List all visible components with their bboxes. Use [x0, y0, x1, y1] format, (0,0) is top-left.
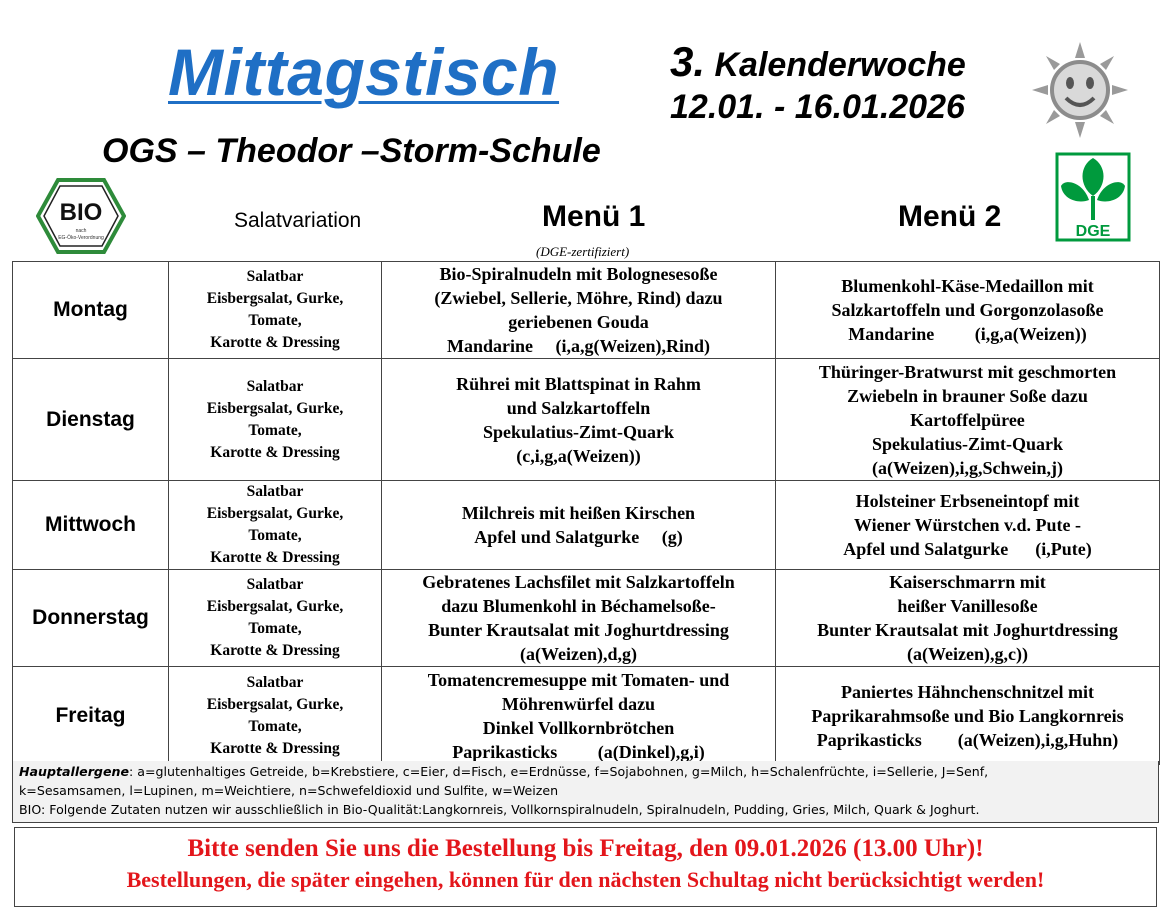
menu2-cell: [776, 481, 1160, 570]
day-name: Freitag: [13, 667, 169, 765]
menu2-cell: [776, 262, 1160, 359]
salat-line: Eisbergsalat, Gurke,: [206, 290, 344, 307]
salat-line: Salatbar: [246, 576, 304, 593]
day-name: Mittwoch: [13, 481, 169, 570]
allergen-label: Hauptallergene: [19, 764, 129, 779]
menu2-line: Kartoffelpüree: [910, 409, 1025, 430]
order-notice: [14, 827, 1157, 907]
menu2-line: Wiener Würstchen v.d. Pute -: [853, 515, 1081, 535]
calendar-week: [670, 38, 966, 86]
menu1-line: Apfel und Salatgurke (g): [474, 527, 683, 547]
menu2-cell: [776, 667, 1160, 765]
salat-line: Karotte & Dressing: [210, 443, 340, 461]
menu2-line: Paprikasticks (a(Weizen),i,g,Huhn): [816, 729, 1119, 750]
salat-line: Salatbar: [246, 377, 304, 395]
bio-seal-logo: [36, 176, 126, 256]
day-name: Donnerstag: [13, 570, 169, 667]
date-range: 12.01. - 16.01.2026: [670, 88, 965, 126]
menu1-line: Paprikasticks (a(Dinkel),g,i): [452, 741, 705, 762]
menu1-cell: [382, 481, 776, 570]
menu2-line: (a(Weizen),i,g,Schwein,j): [872, 457, 1063, 478]
day-name: Dienstag: [13, 359, 169, 481]
order-deadline-text: Bitte senden Sie uns die Bestellung bis Freitag, den 09.01.2026 (13.00 Uhr)!: [187, 835, 984, 862]
menu1-line: Milchreis mit heißen Kirschen: [461, 503, 696, 523]
salat-line: Eisbergsalat, Gurke,: [206, 695, 344, 713]
allergen-text-1: : a=glutenhaltiges Getreide, b=Krebstiere, c=Eier, d=Fisch, e=Erdnüsse, f=Sojabohnen, g=Milch, h=Schalenfrüchte, i=Sellerie, J=Senf,: [129, 764, 989, 779]
menu1-line: Mandarine (i,a,g(Weizen),Rind): [447, 336, 710, 356]
menu1-line: Bunter Krautsalat mit Joghurtdressing: [428, 620, 729, 640]
salat-line: Salatbar: [246, 268, 304, 285]
menu1-cell: [382, 667, 776, 765]
late-order-warning: Bestellungen, die später eingehen, können für den nächsten Schultag nicht berücksichtigt werden!: [126, 867, 1045, 892]
week-number: 3.: [670, 38, 706, 85]
menu2-line: Paprikarahmsoße und Bio Langkornreis: [811, 705, 1124, 726]
menu1-line: Spekulatius-Zimt-Quark: [482, 421, 675, 442]
salat-line: Tomate,: [248, 527, 302, 544]
salat-line: Karotte & Dressing: [210, 334, 340, 351]
salat-line: Eisbergsalat, Gurke,: [206, 505, 344, 522]
salat-line: Karotte & Dressing: [210, 642, 340, 659]
salat-cell: [169, 481, 382, 570]
svg-text:EG-Öko-Verordnung: EG-Öko-Verordnung: [58, 235, 104, 241]
salat-cell: [169, 359, 382, 481]
svg-text:DGE: DGE: [1075, 223, 1111, 240]
salat-line: Salatbar: [246, 483, 304, 500]
salat-column-heading: Salatvariation: [234, 209, 362, 232]
salat-line: Eisbergsalat, Gurke,: [206, 399, 344, 417]
menu-table: [12, 261, 1160, 765]
salat-cell: [169, 667, 382, 765]
salat-cell: [169, 570, 382, 667]
menu2-line: Zwiebeln in brauner Soße dazu: [847, 385, 1088, 406]
menu2-line: Blumenkohl-Käse-Medaillon mit: [841, 276, 1094, 296]
menu-row-freitag: [13, 667, 1160, 765]
salat-line: Tomate,: [248, 421, 302, 439]
svg-text:BIO: BIO: [59, 199, 103, 226]
menu1-line: Gebratenes Lachsfilet mit Salzkartoffeln: [422, 572, 735, 592]
menu1-column-heading: Menü 1: [542, 200, 646, 233]
menu1-line: (Zwiebel, Sellerie, Möhre, Rind) dazu: [434, 288, 723, 308]
menu1-line: Möhrenwürfel dazu: [501, 693, 656, 714]
salat-line: Eisbergsalat, Gurke,: [206, 598, 344, 615]
menu-row-dienstag: [13, 359, 1160, 481]
salat-line: Tomate,: [248, 312, 302, 329]
menu2-column-heading: Menü 2: [898, 200, 1002, 233]
menu2-line: Bunter Krautsalat mit Joghurtdressing: [817, 620, 1118, 640]
menu1-line: Bio-Spiralnudeln mit Bolognesesoße: [439, 264, 718, 284]
menu1-line: Tomatencremesuppe mit Tomaten- und: [427, 669, 730, 690]
sun-icon: [1030, 40, 1130, 140]
menu2-line: Salzkartoffeln und Gorgonzolasoße: [831, 300, 1104, 320]
day-name: Montag: [13, 262, 169, 359]
menu1-cell: [382, 359, 776, 481]
menu1-cell: [382, 262, 776, 359]
salat-cell: [169, 262, 382, 359]
menu1-line: Dinkel Vollkornbrötchen: [482, 717, 675, 738]
menu2-line: Kaiserschmarrn mit: [889, 572, 1046, 592]
salat-line: Tomate,: [248, 717, 302, 735]
allergen-line-1: [19, 762, 1152, 781]
menu1-line: dazu Blumenkohl in Béchamelsoße-: [441, 596, 716, 616]
week-label: Kalenderwoche: [714, 46, 966, 84]
menu1-line: und Salzkartoffeln: [506, 397, 651, 418]
menu2-line: Spekulatius-Zimt-Quark: [871, 433, 1064, 454]
bio-ingredients-note: BIO: Folgende Zutaten nutzen wir ausschließlich in Bio-Qualität:Langkornreis, Vollkornspiralnudeln, Spiralnudeln, Pudding, Gries, Milch, Quark & Joghurt.: [19, 802, 980, 817]
menu2-cell: [776, 359, 1160, 481]
menu2-line: Holsteiner Erbseneintopf mit: [855, 491, 1080, 511]
salat-line: Karotte & Dressing: [210, 739, 340, 757]
menu-row-montag: [13, 262, 1160, 359]
svg-text:nach: nach: [75, 228, 87, 234]
dge-certified-note: (DGE-zertifiziert): [536, 244, 630, 259]
salat-line: Tomate,: [248, 620, 302, 637]
menu1-line: Rührei mit Blattspinat in Rahm: [456, 373, 701, 394]
menu1-cell: [382, 570, 776, 667]
menu1-line: geriebenen Gouda: [508, 312, 649, 332]
menu2-line: Apfel und Salatgurke (i,Pute): [843, 539, 1092, 559]
menu2-line: Thüringer-Bratwurst mit geschmorten: [818, 361, 1117, 382]
menu2-line: (a(Weizen),g,c)): [907, 644, 1028, 664]
menu2-line: heißer Vanillesoße: [897, 596, 1038, 616]
menu-row-donnerstag: [13, 570, 1160, 667]
allergen-legend: [12, 761, 1159, 823]
menu2-line: Mandarine (i,g,a(Weizen)): [848, 324, 1087, 344]
menu1-line: (a(Weizen),d,g): [520, 644, 637, 664]
menu1-line: (c,i,g,a(Weizen)): [516, 445, 641, 466]
allergen-line-2: k=Sesamsamen, l=Lupinen, m=Weichtiere, n=Schwefeldioxid und Sulfite, w=Weizen: [19, 783, 559, 798]
dge-logo: [1055, 152, 1131, 242]
page-title: Mittagstisch: [168, 35, 560, 109]
menu2-line: Paniertes Hähnchenschnitzel mit: [841, 681, 1094, 702]
school-name: OGS – Theodor –Storm-Schule: [102, 132, 601, 170]
salat-line: Salatbar: [246, 673, 304, 691]
menu2-cell: [776, 570, 1160, 667]
menu-row-mittwoch: [13, 481, 1160, 570]
salat-line: Karotte & Dressing: [210, 549, 340, 566]
